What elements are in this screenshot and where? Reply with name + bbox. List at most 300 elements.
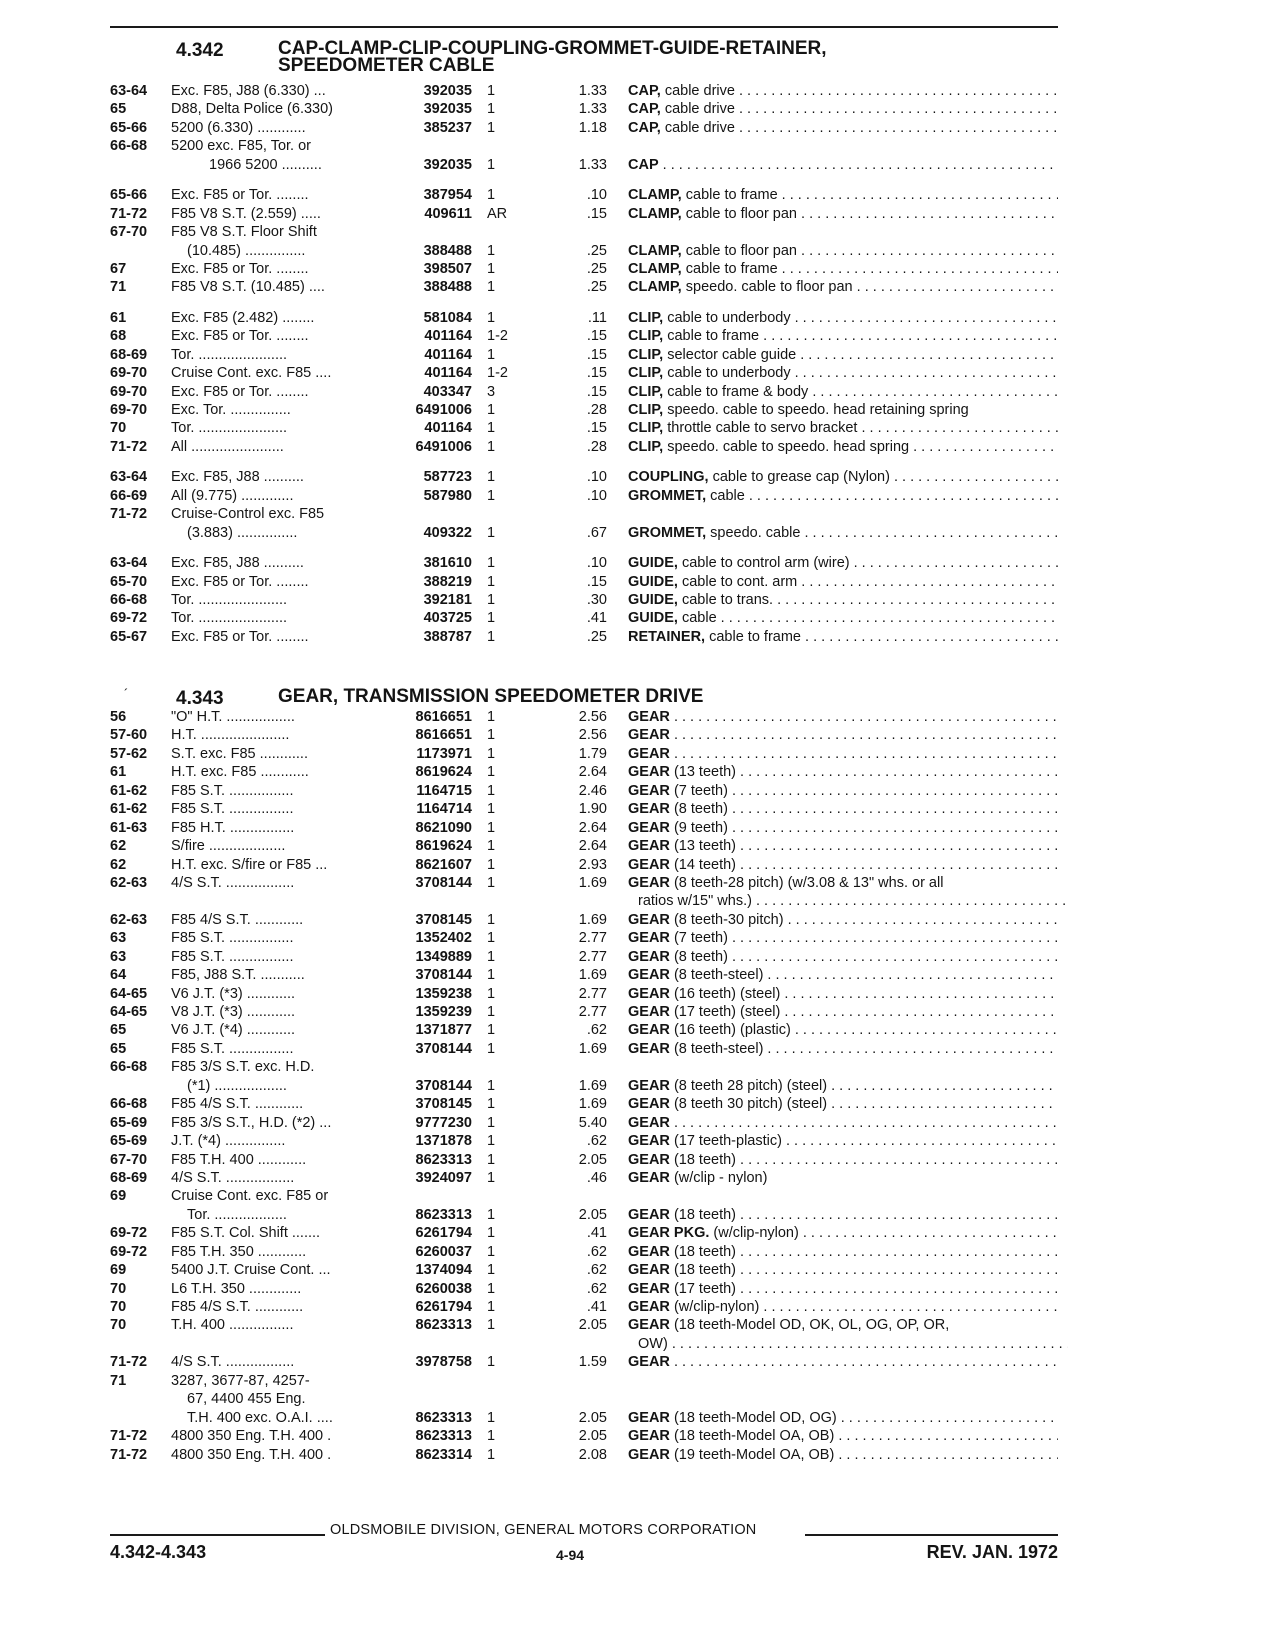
quantity: 1 bbox=[487, 1317, 496, 1334]
part-number: 8619624 bbox=[415, 838, 472, 855]
part-description bbox=[628, 1243, 1058, 1261]
part-description bbox=[628, 819, 1058, 837]
application: V6 J.T. (*3) ............ bbox=[171, 985, 296, 1002]
list-price: 1.69 bbox=[578, 1077, 607, 1094]
description-text: speedo. cable to floor pan . . . bbox=[686, 279, 1058, 295]
part-number: 392035 bbox=[423, 101, 472, 118]
description-text: selector cable guide . . . bbox=[667, 347, 1058, 363]
part-name: GEAR bbox=[628, 801, 670, 818]
table-row bbox=[0, 726, 1272, 744]
quantity: 1 bbox=[487, 242, 496, 259]
description-text: cable to control arm (wire) . . . bbox=[682, 555, 1058, 571]
part-name: GEAR bbox=[628, 709, 670, 725]
table-row bbox=[0, 554, 1272, 572]
part-description bbox=[628, 419, 1058, 437]
part-description bbox=[628, 278, 1058, 296]
model-years: 62 bbox=[110, 838, 127, 855]
list-price: 2.77 bbox=[578, 930, 607, 947]
list-price: .25 bbox=[586, 279, 607, 296]
row-gap bbox=[0, 174, 1272, 186]
description-text: (8 teeth-steel) . . . bbox=[674, 967, 1058, 983]
quantity: 1 bbox=[487, 727, 496, 744]
description-text: (17 teeth) . . . bbox=[674, 1281, 1058, 1297]
part-number: 3978758 bbox=[415, 1354, 472, 1371]
part-description bbox=[628, 1224, 1058, 1242]
table-row bbox=[0, 708, 1272, 726]
list-price: .25 bbox=[586, 260, 607, 277]
list-price: .67 bbox=[586, 524, 607, 541]
table-row bbox=[0, 1021, 1272, 1039]
list-price: 2.08 bbox=[578, 1446, 607, 1463]
quantity: 1 bbox=[487, 801, 496, 818]
application: Cruise Cont. exc. F85 .... bbox=[171, 365, 332, 382]
table-row bbox=[0, 1372, 1272, 1390]
table-row bbox=[0, 1077, 1272, 1095]
quantity: 1 bbox=[487, 911, 496, 928]
part-number: 387954 bbox=[423, 187, 472, 204]
part-name: GEAR bbox=[628, 1354, 670, 1371]
part-number: 6260038 bbox=[415, 1280, 472, 1297]
description-text: cable to underbody . . . bbox=[667, 310, 1058, 326]
table-row bbox=[0, 1335, 1272, 1353]
part-description bbox=[628, 708, 1058, 726]
description-text: cable to cont. arm . . . bbox=[682, 574, 1058, 590]
table-row bbox=[0, 929, 1272, 947]
row-gap bbox=[0, 542, 1272, 554]
part-name: CLIP, bbox=[628, 438, 664, 455]
table-row bbox=[0, 1224, 1272, 1242]
part-name: GEAR bbox=[628, 930, 670, 947]
part-number: 1374094 bbox=[415, 1262, 472, 1279]
list-price: 2.64 bbox=[578, 764, 607, 781]
description-text: (9 teeth) . . . bbox=[674, 820, 1058, 836]
quantity: 1 bbox=[487, 1022, 496, 1039]
part-name: CLAMP, bbox=[628, 242, 682, 259]
part-number: 8621090 bbox=[415, 819, 472, 836]
application: Exc. F85 (2.482) ........ bbox=[171, 309, 315, 326]
application: 4800 350 Eng. T.H. 400 . bbox=[171, 1446, 332, 1463]
list-price: 2.05 bbox=[578, 1151, 607, 1168]
table-row bbox=[0, 911, 1272, 929]
part-description bbox=[628, 782, 1058, 800]
part-description bbox=[628, 763, 1058, 781]
part-description bbox=[628, 1003, 1058, 1021]
part-name: GEAR bbox=[628, 1317, 670, 1334]
list-price: .62 bbox=[586, 1243, 607, 1260]
part-name: GEAR bbox=[628, 819, 670, 836]
quantity: 1 bbox=[487, 1169, 496, 1186]
part-name: GEAR bbox=[628, 1409, 670, 1426]
model-years: 65-70 bbox=[110, 573, 148, 590]
quantity: 1 bbox=[487, 438, 496, 455]
part-number: 3708145 bbox=[415, 1096, 472, 1113]
table-row bbox=[0, 383, 1272, 401]
parts-table-4-342 bbox=[0, 82, 1272, 646]
quantity: 1 bbox=[487, 591, 496, 608]
application: J.T. (*4) ............... bbox=[171, 1133, 286, 1150]
list-price: .41 bbox=[586, 1299, 607, 1315]
list-price: .15 bbox=[586, 346, 607, 363]
model-years: 57-60 bbox=[110, 727, 148, 744]
model-years: 63-64 bbox=[110, 83, 148, 99]
list-price: .11 bbox=[587, 309, 607, 326]
application: Exc. F85, J88 .......... bbox=[171, 469, 304, 486]
application: Tor. ...................... bbox=[171, 420, 288, 437]
part-description bbox=[628, 186, 1058, 204]
quantity: 1 bbox=[487, 260, 496, 277]
part-number: 401164 bbox=[424, 365, 472, 382]
list-price: .28 bbox=[586, 438, 607, 455]
quantity: 1 bbox=[487, 764, 496, 781]
application: S.T. exc. F85 ............ bbox=[171, 745, 308, 762]
table-row bbox=[0, 1446, 1272, 1464]
quantity: 1 bbox=[487, 573, 496, 590]
part-description bbox=[628, 892, 1068, 910]
part-description bbox=[628, 573, 1058, 591]
application: 4/S S.T. ................. bbox=[171, 874, 295, 891]
model-years: 63 bbox=[110, 930, 127, 947]
application: 4/S S.T. ................. bbox=[171, 1169, 295, 1186]
quantity: 1 bbox=[487, 1114, 496, 1131]
quantity: 1 bbox=[487, 420, 496, 437]
part-description bbox=[628, 929, 1058, 947]
parts-table-4-343 bbox=[0, 708, 1272, 1464]
table-row bbox=[0, 487, 1272, 505]
part-name: CLIP, bbox=[628, 346, 664, 363]
table-row bbox=[0, 745, 1272, 763]
quantity: 3 bbox=[487, 383, 496, 400]
application: H.T. exc. S/fire or F85 ... bbox=[171, 856, 328, 873]
part-description bbox=[628, 1427, 1058, 1445]
part-number: 398507 bbox=[423, 260, 472, 277]
part-description bbox=[628, 1206, 1058, 1224]
table-row bbox=[0, 1095, 1272, 1113]
model-years: 69-70 bbox=[110, 383, 148, 400]
quantity: 1 bbox=[487, 610, 496, 627]
model-years: 62-63 bbox=[110, 911, 148, 928]
description-text: speedo. cable . . . bbox=[710, 525, 1058, 541]
part-number: 401164 bbox=[424, 420, 472, 437]
model-years: 57-62 bbox=[110, 745, 148, 762]
table-row bbox=[0, 1427, 1272, 1445]
list-price: .62 bbox=[586, 1133, 607, 1150]
model-years: 61-62 bbox=[110, 782, 148, 799]
part-name: GEAR bbox=[628, 745, 670, 762]
part-name: CLAMP, bbox=[628, 187, 682, 204]
quantity: 1 bbox=[487, 745, 496, 762]
model-years: 68 bbox=[110, 328, 127, 345]
model-years: 68-69 bbox=[110, 346, 148, 363]
model-years: 63-64 bbox=[110, 469, 148, 486]
description-text: cable drive . . . bbox=[665, 120, 1058, 136]
description-text bbox=[674, 727, 1058, 743]
description-text bbox=[674, 746, 1058, 762]
table-row bbox=[0, 346, 1272, 364]
table-row bbox=[0, 419, 1272, 437]
part-name: GEAR PKG. bbox=[628, 1225, 710, 1242]
table-row bbox=[0, 948, 1272, 966]
table-row bbox=[0, 837, 1272, 855]
application: Exc. F85 or Tor. ........ bbox=[171, 628, 309, 645]
description-text bbox=[674, 709, 1058, 725]
list-price: .46 bbox=[586, 1169, 607, 1186]
part-name: GEAR bbox=[628, 1151, 670, 1168]
model-years: 56 bbox=[110, 709, 127, 725]
part-description bbox=[628, 1151, 1058, 1169]
description-text: cable drive . . . bbox=[665, 83, 1058, 99]
footer-rule-left bbox=[110, 1534, 325, 1536]
application: All ....................... bbox=[171, 438, 284, 455]
model-years: 69-72 bbox=[110, 1243, 148, 1260]
model-years: 70 bbox=[110, 1317, 127, 1334]
application: Exc. F85, J88 .......... bbox=[171, 555, 304, 572]
quantity: 1 bbox=[487, 487, 496, 504]
part-number: 385237 bbox=[423, 119, 472, 136]
part-number: 8616651 bbox=[415, 727, 472, 744]
part-description bbox=[628, 1316, 1058, 1334]
list-price: 1.33 bbox=[578, 101, 607, 118]
part-description bbox=[628, 948, 1058, 966]
part-name: GEAR bbox=[628, 782, 670, 799]
part-description bbox=[628, 205, 1058, 223]
application: 5200 exc. F85, Tor. or bbox=[171, 138, 311, 155]
description-text: (17 teeth-plastic) . . . bbox=[674, 1133, 1058, 1149]
part-description bbox=[628, 1446, 1058, 1464]
part-number: 6261794 bbox=[415, 1225, 472, 1242]
row-gap bbox=[0, 456, 1272, 468]
description-text: (7 teeth) . . . bbox=[674, 783, 1058, 799]
application: F85 3/S S.T. exc. H.D. bbox=[171, 1059, 315, 1076]
part-name: GUIDE, bbox=[628, 573, 678, 590]
model-years: 63-64 bbox=[110, 555, 148, 572]
model-years: 61-62 bbox=[110, 801, 148, 818]
application: 1966 5200 .......... bbox=[209, 156, 322, 173]
part-description bbox=[628, 985, 1058, 1003]
description-text: (18 teeth) . . . bbox=[674, 1262, 1058, 1278]
part-description bbox=[628, 554, 1058, 572]
list-price: 1.59 bbox=[578, 1354, 607, 1371]
part-name: CLIP, bbox=[628, 383, 664, 400]
quantity: 1 bbox=[487, 1446, 496, 1463]
part-name: GEAR bbox=[628, 1040, 670, 1057]
list-price: 2.77 bbox=[578, 985, 607, 1002]
list-price: 2.56 bbox=[578, 727, 607, 744]
quantity: 1 bbox=[487, 1262, 496, 1279]
part-number: 587723 bbox=[423, 469, 472, 486]
application: F85 H.T. ................ bbox=[171, 819, 295, 836]
model-years: 65 bbox=[110, 101, 127, 118]
part-number: 1359238 bbox=[415, 985, 472, 1002]
list-price: .25 bbox=[586, 628, 607, 645]
list-price: 1.69 bbox=[578, 1040, 607, 1057]
section-heading-4-342 bbox=[110, 40, 1058, 80]
description-text: cable to grease cap (Nylon) . . . bbox=[713, 469, 1058, 485]
list-price: .10 bbox=[586, 487, 607, 504]
part-name: CLIP, bbox=[628, 328, 664, 345]
part-name: CLAMP, bbox=[628, 279, 682, 296]
table-row bbox=[0, 573, 1272, 591]
table-row bbox=[0, 1114, 1272, 1132]
application: 67, 4400 455 Eng. bbox=[187, 1391, 306, 1408]
part-description bbox=[628, 1040, 1058, 1058]
model-years: 64-65 bbox=[110, 1004, 148, 1020]
quantity: 1 bbox=[487, 1354, 496, 1371]
quantity: 1 bbox=[487, 1004, 496, 1020]
quantity: 1 bbox=[487, 1243, 496, 1260]
description-text: (18 teeth-Model OD, OG) . . . bbox=[674, 1410, 1058, 1426]
part-description bbox=[628, 1261, 1058, 1279]
list-price: 1.33 bbox=[578, 156, 607, 173]
part-number: 8623313 bbox=[415, 1206, 472, 1223]
table-row bbox=[0, 205, 1272, 223]
part-name: GEAR bbox=[628, 1022, 670, 1039]
quantity: 1 bbox=[487, 1225, 496, 1242]
model-years: 71-72 bbox=[110, 506, 148, 523]
description-text: (18 teeth-Model OA, OB) . . . bbox=[674, 1428, 1058, 1444]
part-description bbox=[628, 156, 1058, 174]
part-number: 409611 bbox=[424, 205, 472, 222]
quantity: 1 bbox=[487, 819, 496, 836]
model-years: 65-69 bbox=[110, 1114, 148, 1131]
quantity: 1 bbox=[487, 874, 496, 891]
description-text: cable to frame . . . bbox=[667, 328, 1058, 344]
section-title: GEAR, TRANSMISSION SPEEDOMETER DRIVE bbox=[278, 686, 704, 707]
part-description bbox=[628, 591, 1058, 609]
part-description bbox=[628, 346, 1058, 364]
part-number: 3708144 bbox=[415, 1040, 472, 1057]
model-years: 69-72 bbox=[110, 1225, 148, 1242]
application: F85, J88 S.T. ........... bbox=[171, 967, 305, 984]
part-number: 403725 bbox=[423, 610, 472, 627]
quantity: 1 bbox=[487, 1151, 496, 1168]
quantity: 1 bbox=[487, 119, 496, 136]
part-name: CLIP, bbox=[628, 309, 664, 326]
application: F85 S.T. ................ bbox=[171, 801, 294, 818]
table-row bbox=[0, 156, 1272, 174]
model-years: 71-72 bbox=[110, 1446, 148, 1463]
application: F85 4/S S.T. ............ bbox=[171, 911, 304, 928]
application: Exc. F85, J88 (6.330) ... bbox=[171, 83, 326, 99]
table-row bbox=[0, 763, 1272, 781]
part-number: 587980 bbox=[423, 487, 472, 504]
description-text: (14 teeth) . . . bbox=[674, 857, 1058, 873]
description-text: cable to floor pan . . . bbox=[686, 243, 1058, 259]
table-row bbox=[0, 966, 1272, 984]
list-price: 1.69 bbox=[578, 967, 607, 984]
application: F85 4/S S.T. ............ bbox=[171, 1299, 304, 1315]
part-name: GUIDE, bbox=[628, 610, 678, 627]
model-years: 69-72 bbox=[110, 610, 148, 627]
list-price: .15 bbox=[586, 365, 607, 382]
application: L6 T.H. 350 ............. bbox=[171, 1280, 302, 1297]
list-price: .25 bbox=[586, 242, 607, 259]
table-row bbox=[0, 1261, 1272, 1279]
list-price: 2.64 bbox=[578, 838, 607, 855]
application: "O" H.T. ................. bbox=[171, 709, 295, 725]
application: Cruise Cont. exc. F85 or bbox=[171, 1188, 329, 1205]
model-years: 66-68 bbox=[110, 1096, 148, 1113]
part-name: GEAR bbox=[628, 874, 670, 891]
part-name: GROMMET, bbox=[628, 524, 707, 541]
part-name: GEAR bbox=[628, 1096, 670, 1113]
application: 4/S S.T. ................. bbox=[171, 1354, 295, 1371]
model-years: 71 bbox=[110, 279, 127, 296]
quantity: 1 bbox=[487, 1299, 496, 1315]
table-row bbox=[0, 800, 1272, 818]
part-number: 392181 bbox=[423, 591, 472, 608]
part-number: 3708144 bbox=[415, 1077, 472, 1094]
application: H.T. ...................... bbox=[171, 727, 290, 744]
model-years: 62 bbox=[110, 856, 127, 873]
model-years: 62-63 bbox=[110, 874, 148, 891]
page-number: 4-94 bbox=[556, 1547, 585, 1563]
part-number: 1164715 bbox=[416, 782, 472, 799]
quantity: 1-2 bbox=[487, 365, 508, 382]
part-name: GEAR bbox=[628, 1004, 670, 1020]
footer-rule-right bbox=[805, 1534, 1058, 1536]
quantity: 1 bbox=[487, 856, 496, 873]
list-price: 2.05 bbox=[578, 1428, 607, 1445]
quantity: 1 bbox=[487, 156, 496, 173]
description-text: (8 teeth 28 pitch) (steel) . . . bbox=[674, 1078, 1058, 1094]
part-description bbox=[628, 1298, 1058, 1316]
description-text: cable . . . bbox=[682, 610, 1058, 626]
application: Tor. ...................... bbox=[171, 591, 288, 608]
table-row bbox=[0, 628, 1272, 646]
description-text: (17 teeth) (steel) . . . bbox=[674, 1004, 1058, 1020]
model-years: 66-69 bbox=[110, 487, 148, 504]
application: F85 S.T. Col. Shift ....... bbox=[171, 1225, 321, 1242]
part-description bbox=[628, 856, 1058, 874]
part-number: 392035 bbox=[423, 156, 472, 173]
table-row bbox=[0, 1187, 1272, 1205]
list-price: 2.93 bbox=[578, 856, 607, 873]
quantity: 1 bbox=[487, 985, 496, 1002]
table-row bbox=[0, 1390, 1272, 1408]
quantity: 1 bbox=[487, 948, 496, 965]
description-text: cable drive . . . bbox=[665, 101, 1058, 117]
description-text: (18 teeth) . . . bbox=[674, 1152, 1058, 1168]
description-text: (13 teeth) . . . bbox=[674, 838, 1058, 854]
part-number: 388787 bbox=[423, 628, 472, 645]
model-years: 61 bbox=[110, 764, 127, 781]
table-row bbox=[0, 609, 1272, 627]
description-text: throttle cable to servo bracket . . . bbox=[667, 420, 1058, 436]
model-years: 69-70 bbox=[110, 365, 148, 382]
application: F85 T.H. 350 ............ bbox=[171, 1243, 307, 1260]
part-number: 8616651 bbox=[415, 709, 472, 725]
part-name: GEAR bbox=[628, 1280, 670, 1297]
part-name: GEAR bbox=[628, 1169, 670, 1186]
part-description bbox=[628, 1114, 1058, 1132]
description-text: (16 teeth) (steel) . . . bbox=[674, 986, 1058, 1002]
list-price: .28 bbox=[586, 402, 607, 418]
application: Exc. Tor. ............... bbox=[171, 402, 291, 418]
list-price: 1.69 bbox=[578, 874, 607, 891]
application: F85 V8 S.T. Floor Shift bbox=[171, 224, 317, 241]
part-number: 409322 bbox=[423, 524, 472, 541]
quantity: 1 bbox=[487, 279, 496, 296]
part-name: GEAR bbox=[628, 1077, 670, 1094]
part-description bbox=[628, 726, 1058, 744]
description-text: (8 teeth 30 pitch) (steel) . . . bbox=[674, 1096, 1058, 1112]
description-text: (w/clip-nylon) . . . bbox=[713, 1225, 1058, 1241]
table-row bbox=[0, 468, 1272, 486]
description-text: (7 teeth) . . . bbox=[674, 930, 1058, 946]
application: Tor. .................. bbox=[187, 1206, 287, 1223]
quantity: 1 bbox=[487, 402, 496, 418]
part-number: 8623313 bbox=[415, 1428, 472, 1445]
